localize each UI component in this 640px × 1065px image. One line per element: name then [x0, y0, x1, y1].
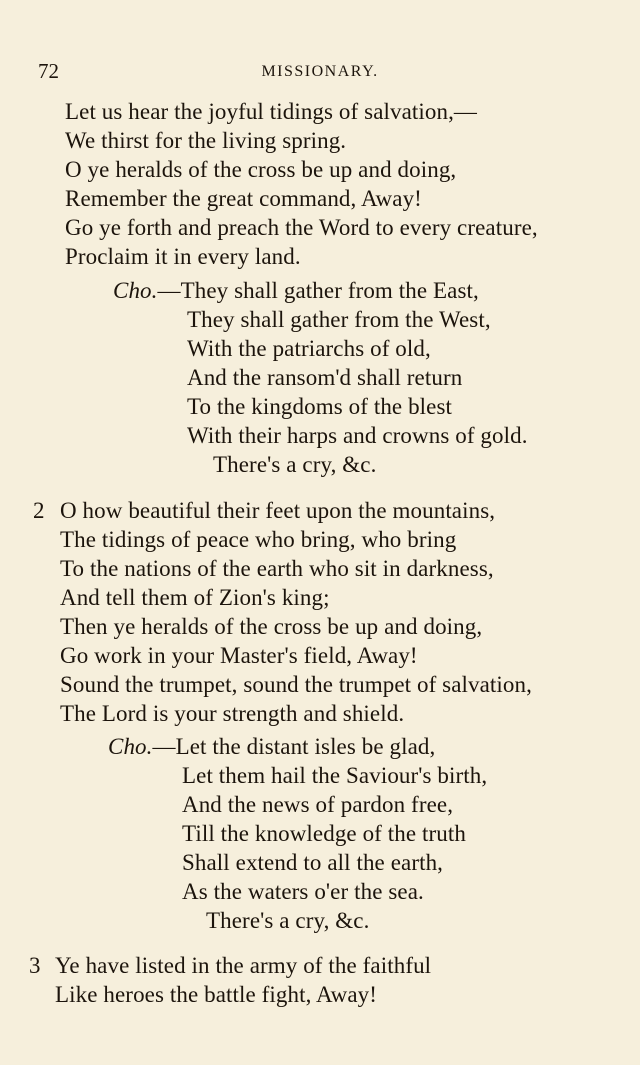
- verse-line: Sound the trumpet, sound the trumpet of salvation,: [60, 672, 532, 697]
- chorus-line: Shall extend to all the earth,: [182, 850, 444, 875]
- verse-line: Like heroes the battle fight, Away!: [55, 982, 378, 1007]
- chorus-line: And the ransom'd shall return: [187, 365, 463, 390]
- running-title: MISSIONARY.: [261, 63, 379, 80]
- chorus-line: They shall gather from the West,: [187, 307, 491, 332]
- verse-line: We thirst for the living spring.: [65, 128, 347, 153]
- chorus-label: Cho.: [108, 734, 153, 759]
- chorus-line: As the waters o'er the sea.: [182, 879, 424, 904]
- verse-number: 3: [29, 953, 41, 978]
- chorus-line: With their harps and crowns of gold.: [187, 423, 528, 448]
- verse-line: Go work in your Master's field, Away!: [60, 643, 418, 668]
- chorus-line: With the patriarchs of old,: [187, 336, 431, 361]
- chorus-line: To the kingdoms of the blest: [187, 394, 453, 419]
- verse-line: O ye heralds of the cross be up and doing,: [65, 157, 457, 182]
- chorus-refrain: There's a cry, &c.: [213, 452, 377, 477]
- chorus-line: And the news of pardon free,: [182, 792, 454, 817]
- chorus-first-line: [108, 733, 435, 761]
- page-number: 72: [38, 59, 59, 83]
- chorus-line: —They shall gather from the East,: [157, 278, 479, 303]
- verse-line: Go ye forth and preach the Word to every creature,: [65, 215, 538, 240]
- verse-line: The Lord is your strength and shield.: [60, 701, 405, 726]
- chorus-line: —Let the distant isles be glad,: [152, 734, 436, 759]
- verse-line: Remember the great command, Away!: [65, 186, 422, 211]
- chorus-line: Let them hail the Saviour's birth,: [182, 763, 488, 788]
- chorus-line: Till the knowledge of the truth: [182, 821, 466, 846]
- verse-line: The tidings of peace who bring, who bring: [60, 527, 457, 552]
- chorus-label: Cho.: [113, 278, 158, 303]
- chorus-refrain: There's a cry, &c.: [206, 908, 370, 933]
- verse-line: Let us hear the joyful tidings of salvation,—: [65, 99, 478, 124]
- verse-number: 2: [33, 498, 45, 523]
- verse-line: And tell them of Zion's king;: [60, 585, 330, 610]
- verse-line: Then ye heralds of the cross be up and doing,: [60, 614, 483, 639]
- verse-line: Proclaim it in every land.: [65, 244, 301, 269]
- chorus-first-line: [113, 277, 479, 305]
- verse-line: Ye have listed in the army of the faithful: [55, 953, 432, 978]
- verse-line: To the nations of the earth who sit in darkness,: [60, 556, 494, 581]
- verse-line: O how beautiful their feet upon the mountains,: [60, 498, 496, 523]
